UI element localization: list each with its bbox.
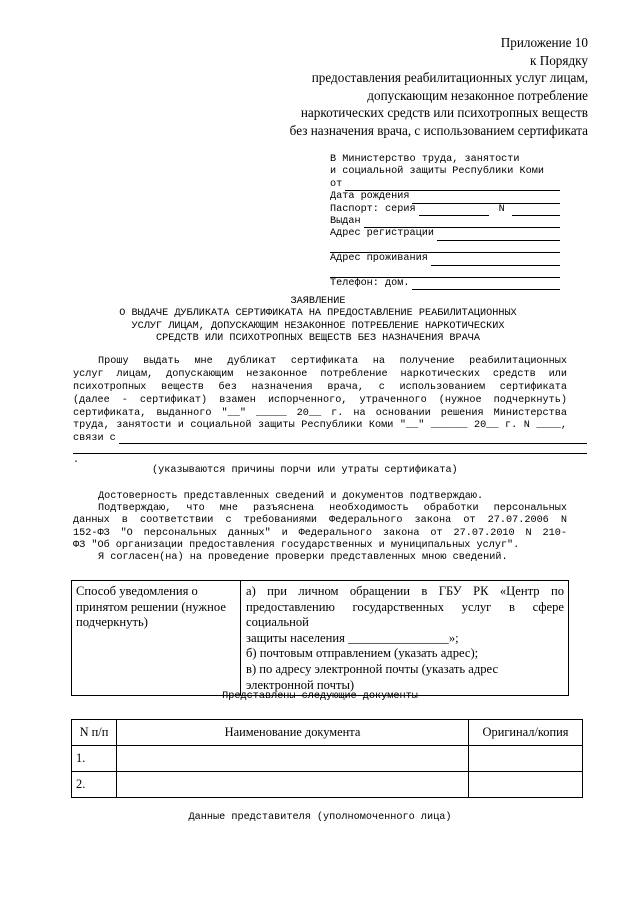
from-label: от xyxy=(330,178,343,190)
notify-option-c[interactable]: в) по адресу электронной почты (указать адрес электронной почты) xyxy=(246,661,499,692)
birth-date-label: Дата рождения xyxy=(330,191,410,203)
title-line: О ВЫДАЧЕ ДУБЛИКАТА СЕРТИФИКАТА НА ПРЕДОСТАВЛЕНИЕ РЕАБИЛИТАЦИОННЫХ xyxy=(119,308,517,320)
consent-line: Я согласен(на) на проведение проверки представленных мною сведений. xyxy=(98,552,508,563)
consent-line: Достоверность представленных сведений и документов подтверждаю. xyxy=(98,491,484,502)
appendix-line: к Порядку xyxy=(529,52,588,68)
document-name-cell[interactable] xyxy=(117,746,469,772)
reason-row xyxy=(73,432,587,444)
birth-date-field[interactable] xyxy=(412,194,560,204)
reason-field-cont[interactable] xyxy=(73,453,587,454)
passport-series-field[interactable] xyxy=(419,206,489,216)
appendix-header xyxy=(258,34,588,139)
request-line: психотропных веществ без назначения врача, с использованием сертификата xyxy=(73,382,567,393)
request-line: труда, занятости и социальной защиты Республики Коми "__" ______ 20__ г. N ____, xyxy=(73,420,567,431)
reason-label: связи с xyxy=(73,433,116,445)
consent-line: Подтверждаю, что мне разъяснена необходимость обработки персональных xyxy=(98,503,567,514)
notify-option-a-cont: предоставлению государственных услуг в сфере социальной xyxy=(246,599,564,630)
document-title xyxy=(96,296,540,346)
notify-option-b[interactable]: б) почтовым отправлением (указать адрес); xyxy=(246,646,479,661)
phone-label: Телефон: дом. xyxy=(330,278,410,289)
column-header: Оригинал/копия xyxy=(469,720,583,746)
registration-field[interactable] xyxy=(437,231,560,241)
residence-field-cont[interactable] xyxy=(330,266,560,278)
documents-caption: Представлены следующие документы xyxy=(222,691,418,702)
request-line: Прошу выдать мне дубликат сертификата на получение реабилитационных xyxy=(98,356,567,367)
title-heading: ЗАЯВЛЕНИЕ xyxy=(290,296,346,307)
reason-end-dot: . xyxy=(73,455,80,466)
notification-table xyxy=(71,580,569,696)
notify-option-a-cont: защиты населения ________________»; xyxy=(246,630,459,645)
appendix-line: предоставления реабилитационных услуг лицам, xyxy=(311,70,588,85)
reason-hint: (указываются причины порчи или утраты сертификата) xyxy=(152,465,458,476)
table-row xyxy=(72,746,583,772)
passport-number-label: N xyxy=(498,203,505,215)
passport-number-field[interactable] xyxy=(512,206,560,216)
residence-label: Адрес проживания xyxy=(330,253,428,265)
representative-caption: Данные представителя (уполномоченного лица) xyxy=(188,812,452,823)
request-line: сертификата, выданного "__" _____ 20__ г. на основании решения Министерства xyxy=(73,408,567,419)
request-line: услуг лицам, допускающим незаконное потребление наркотических средств или xyxy=(73,369,567,380)
consent-line: ФЗ "Об организации предоставления государственных и муниципальных услуг". xyxy=(73,540,520,551)
table-row xyxy=(72,772,583,798)
phone-field[interactable] xyxy=(412,280,560,290)
notify-option-a[interactable]: а) при личном обращении в ГБУ РК «Центр по xyxy=(246,584,564,598)
column-header: N п/п xyxy=(72,720,117,746)
registration-label: Адрес регистрации xyxy=(330,228,434,240)
row-number: 1. xyxy=(72,746,117,772)
table-header-row xyxy=(72,720,583,746)
registration-field-cont[interactable] xyxy=(330,241,560,253)
notification-label: Способ уведомления о принятом решении (нужное подчеркнуть) xyxy=(72,581,241,696)
request-line: (далее - сертификат) взамен испорченного, утраченного (нужное подчеркнуть) xyxy=(73,395,567,406)
reason-field[interactable] xyxy=(119,434,587,444)
from-field[interactable] xyxy=(345,181,560,191)
document-type-cell[interactable] xyxy=(469,772,583,798)
addressee-block xyxy=(330,154,560,290)
issued-field[interactable] xyxy=(364,218,560,228)
addressee-ministry: В Министерство труда, занятости xyxy=(330,154,520,166)
title-line: СРЕДСТВ ИЛИ ПСИХОТРОПНЫХ ВЕЩЕСТВ БЕЗ НАЗНАЧЕНИЯ ВРАЧА xyxy=(155,333,480,345)
appendix-line: допускающим незаконное потребление xyxy=(367,87,588,103)
appendix-line: без назначения врача, с использованием сертификата xyxy=(289,122,588,138)
row-number: 2. xyxy=(72,772,117,798)
document-name-cell[interactable] xyxy=(117,772,469,798)
issued-label: Выдан xyxy=(330,216,361,228)
residence-field[interactable] xyxy=(431,256,560,266)
document-type-cell[interactable] xyxy=(469,746,583,772)
passport-series-label: Паспорт: серия xyxy=(330,203,416,215)
addressee-ministry-cont: и социальной защиты Республики Коми xyxy=(330,166,544,178)
consent-line: 152-ФЗ "О персональных данных" и Федерального закона от 27.07.2010 N 210- xyxy=(73,528,567,539)
column-header: Наименование документа xyxy=(117,720,469,746)
appendix-line: наркотических средств или психотропных веществ xyxy=(300,105,588,120)
consent-line: данных в соответствии с требованиями Федерального закона от 27.07.2006 N xyxy=(73,515,567,526)
title-line: УСЛУГ ЛИЦАМ, ДОПУСКАЮЩИМ НЕЗАКОННОЕ ПОТРЕБЛЕНИЕ НАРКОТИЧЕСКИХ xyxy=(131,320,505,332)
documents-table xyxy=(71,719,583,798)
appendix-line: Приложение 10 xyxy=(500,35,588,50)
